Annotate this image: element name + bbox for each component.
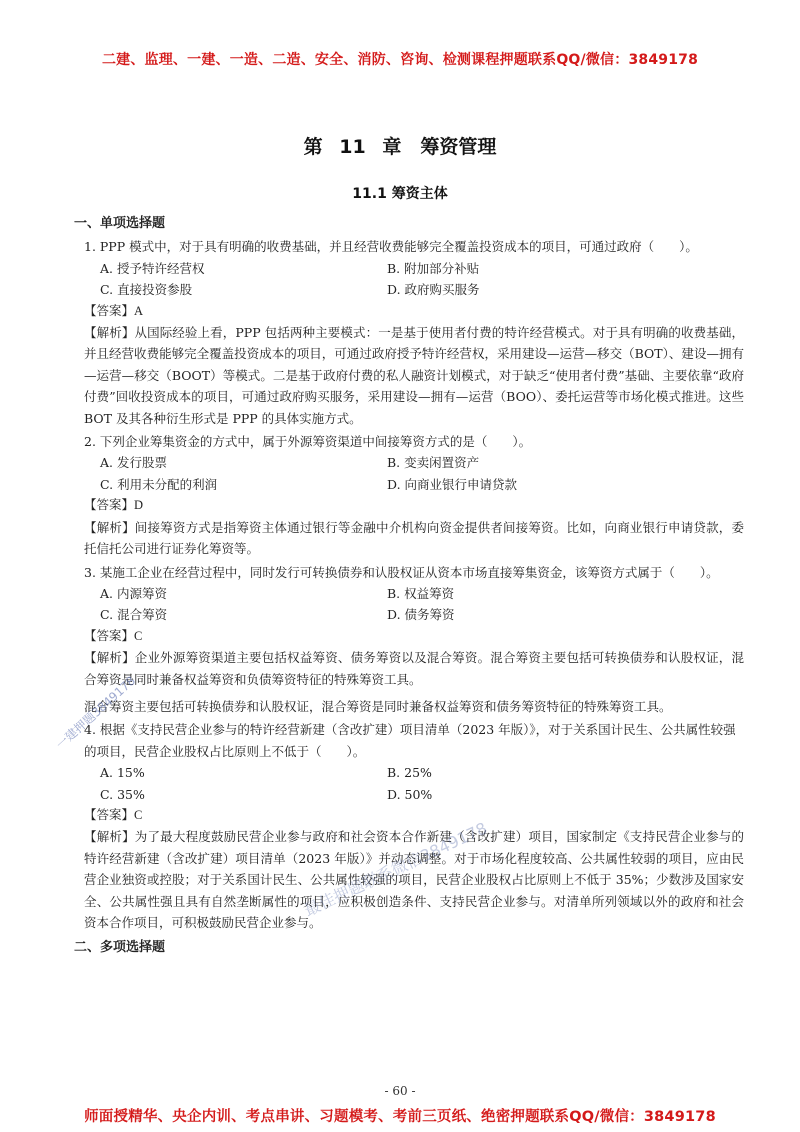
bottom-banner: 师面授精华、央企内训、考点串讲、习题模考、考前三页纸、绝密押题联系QQ/微信：3849178 — [84, 1109, 716, 1125]
section-title: 11.1 筹资主体 — [352, 186, 448, 202]
explanation: 【解析】从国际经验上看，PPP 包括两种主要模式：一是基于使用者付费的特许经营模式。对于具有明确的收费基础，并且经营收费能够完全覆盖投资成本的项目，可通过政府授予特许经营权，采用建设—运营—移交（BOT）、建设—拥有—运营—移交（BOOT）等模式。二是基于政府付费的私人融资计划模式，对于缺乏“使用者付费”基础、主要依靠“政府付费”回收投资成本的项目，可通过政府购买服务，采用建设—拥有—运营（BOO）、委托运营等市场化模式推进。这些 BOT 及其各种衍生形式是 PPP 的具体实施方式。 — [84, 325, 744, 426]
option-a: A. 授予特许经营权 — [100, 260, 205, 276]
option-d: D. 50% — [387, 786, 433, 802]
answer: 【答案】D — [84, 498, 144, 513]
content-body — [74, 213, 744, 959]
question-stem: 1. PPP 模式中，对于具有明确的收费基础，并且经营收费能够完全覆盖投资成本的项目，可通过政府（ ）。 — [84, 239, 698, 255]
option-b: B. 权益筹资 — [387, 585, 455, 601]
watermark: 一建押题3849178 — [53, 673, 139, 752]
question-2 — [84, 431, 744, 559]
options-grid — [84, 762, 744, 805]
heading-single-choice: 一、单项选择题 — [74, 216, 166, 231]
option-d: D. 政府购买服务 — [387, 282, 480, 298]
heading-multi-choice: 二、多项选择题 — [74, 940, 166, 956]
watermark: 最佳押题联系微信3849178 — [301, 818, 490, 920]
top-banner: 二建、监理、一建、一造、二造、安全、消防、咨询、检测课程押题联系QQ/微信：3849178 — [101, 52, 699, 68]
question-4 — [84, 719, 744, 933]
option-a: A. 内源筹资 — [100, 585, 167, 601]
question-stem: 4. 根据《支持民营企业参与的特许经营新建（含改扩建）项目清单（2023 年版）》，对于关系国计民生、公共属性较强的项目，民营企业股权占比原则上不低于（ ）。 — [84, 722, 736, 759]
option-d: D. 债务筹资 — [387, 607, 455, 623]
question-3 — [84, 562, 744, 718]
answer: 【答案】A — [84, 303, 144, 318]
answer: 【答案】C — [84, 807, 143, 822]
option-b: B. 附加部分补贴 — [387, 260, 480, 276]
option-b: B. 25% — [387, 765, 432, 781]
option-a: A. 15% — [100, 765, 145, 781]
explanation: 【解析】间接筹资方式是指筹资主体通过银行等金融中介机构向资金提供者间接筹资。比如，向商业银行申请贷款，委托信托公司进行证券化筹资等。 — [84, 519, 744, 557]
answer: 【答案】C — [84, 628, 143, 643]
question-1 — [84, 236, 744, 429]
page-number: - 60 - — [384, 1084, 416, 1098]
chapter-title: 第 11 章 筹资管理 — [303, 136, 497, 158]
question-stem: 2. 下列企业筹集资金的方式中，属于外源筹资渠道中间接筹资方式的是（ ）。 — [84, 434, 532, 450]
option-c: C. 混合筹资 — [100, 607, 168, 623]
options-grid — [84, 452, 744, 495]
options-grid — [84, 258, 744, 301]
option-c: C. 35% — [100, 786, 145, 802]
question-stem: 3. 某施工企业在经营过程中，同时发行可转换债券和认股权证从资本市场直接筹集资金，该筹资方式属于（ ）。 — [84, 564, 719, 580]
option-d: D. 向商业银行申请贷款 — [387, 476, 518, 492]
option-c: C. 直接投资参股 — [100, 282, 193, 298]
option-a: A. 发行股票 — [100, 455, 167, 471]
explanation: 【解析】为了最大程度鼓励民营企业参与政府和社会资本合作新建（含改扩建）项目，国家制定《支持民营企业参与的特许经营新建（含改扩建）项目清单（2023 年版）》并动态调整。对于市场化程度较高、公共属性较弱的项目，应由民营企业独资或控股；对于关系国计民生、公共属性较强的项目，民营企业股权占比原则上不低于 35%；少数涉及国家安全、公共属性强且具有自然垄断属性的项目，应积极创造条件、支持民营企业参与。对清单所列领域以外的政府和社会资本合作项目，可积极鼓励民营企业参与。 — [84, 829, 744, 930]
options-grid — [84, 583, 744, 626]
plain-summary: 混合筹资主要包括可转换债券和认股权证，混合筹资是同时兼备权益筹资和债务筹资特征的特殊筹资工具。 — [84, 698, 672, 714]
option-c: C. 利用未分配的利润 — [100, 476, 218, 492]
option-b: B. 变卖闲置资产 — [387, 455, 480, 471]
explanation: 【解析】企业外源筹资渠道主要包括权益筹资、债务筹资以及混合筹资。混合筹资主要包括可转换债券和认股权证，混合筹资是同时兼备权益筹资和负债筹资特征的特殊筹资工具。 — [84, 650, 744, 687]
